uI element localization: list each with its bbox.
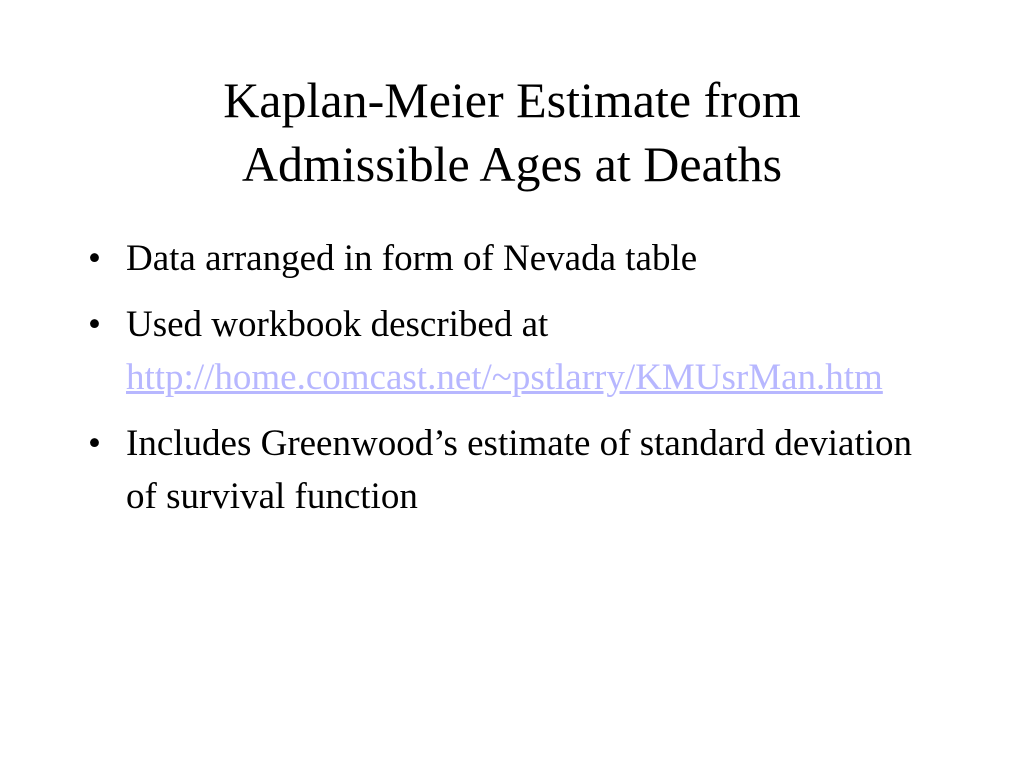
bullet-list xyxy=(88,232,948,536)
bullet-icon: • xyxy=(88,423,101,464)
workbook-link[interactable]: http://home.comcast.net/~pstlarry/KMUsrMan.htm xyxy=(126,357,883,398)
title-line-1: Kaplan-Meier Estimate from xyxy=(223,72,801,128)
bullet-icon: • xyxy=(88,304,101,345)
bullet-text: Includes Greenwood’s estimate of standard deviation of survival function xyxy=(126,423,913,517)
bullet-icon: • xyxy=(88,238,101,279)
bullet-text: Used workbook described at xyxy=(126,304,549,345)
bullet-item-nevada-table xyxy=(88,232,948,285)
title-line-2: Admissible Ages at Deaths xyxy=(241,136,783,192)
bullet-item-greenwood xyxy=(88,417,948,523)
slide-title xyxy=(60,68,964,196)
bullet-text: Data arranged in form of Nevada table xyxy=(126,238,698,279)
bullet-item-workbook xyxy=(88,298,948,404)
